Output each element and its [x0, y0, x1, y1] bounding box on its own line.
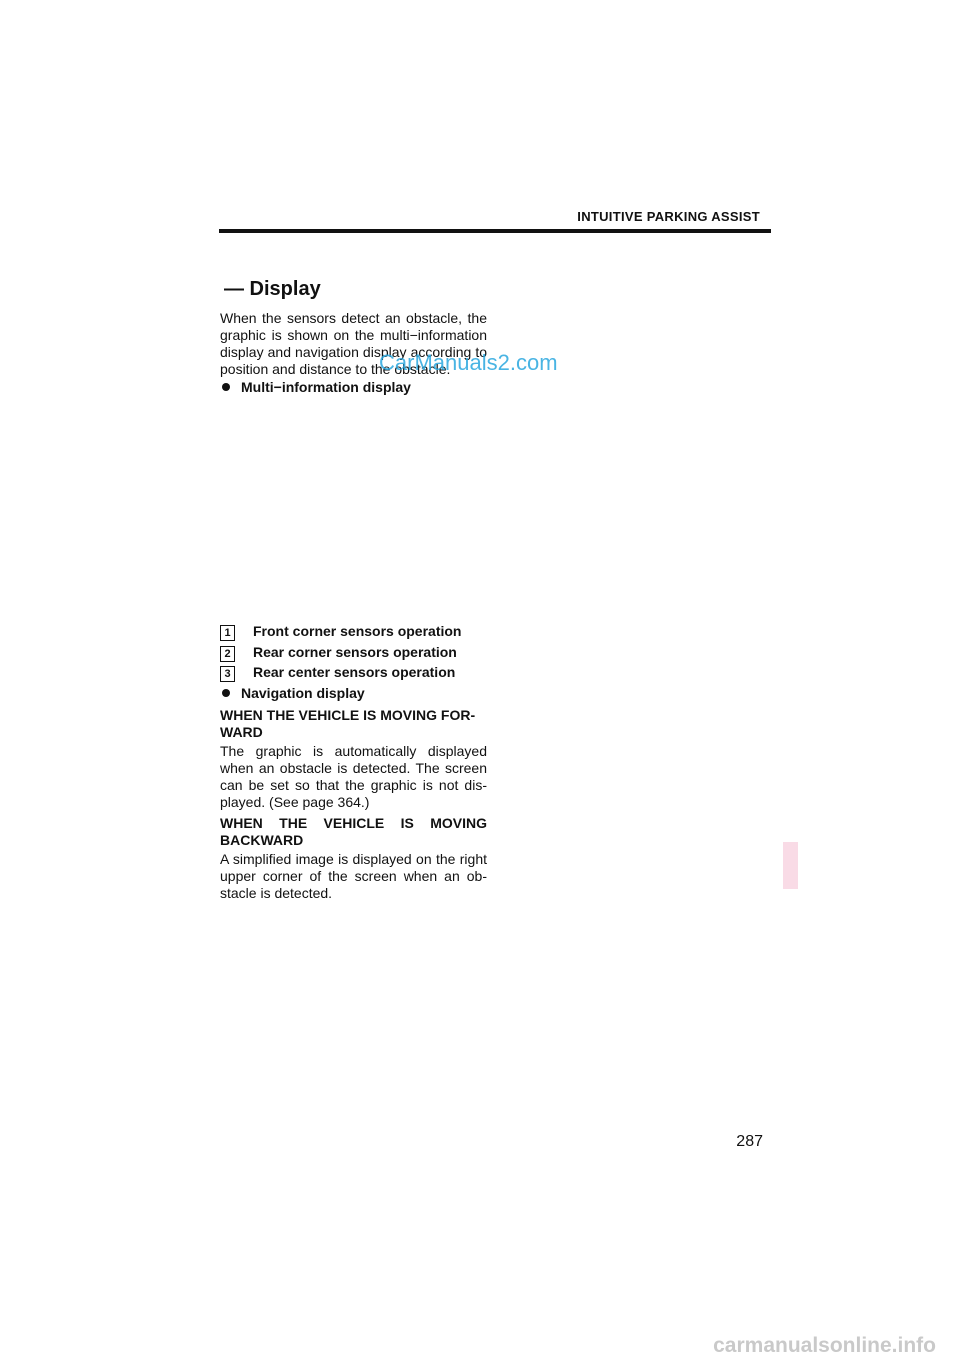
section-heading: — Display — [224, 278, 321, 300]
backward-heading-line1: WHEN THE VEHICLE IS MOVING — [220, 815, 487, 831]
backward-heading — [220, 815, 487, 849]
number-badge: 2 — [220, 646, 235, 662]
number-badge: 3 — [220, 666, 235, 682]
numbered-item-label: Rear center sensors operation — [253, 664, 456, 680]
number-badge: 1 — [220, 625, 235, 641]
bullet-dot-icon — [222, 689, 230, 697]
bullet-dot-icon — [222, 383, 230, 391]
bullet-label: Navigation display — [241, 685, 365, 701]
intro-paragraph: When the sensors detect an obstacle, the graphic is shown on the multi−information display and navigation display according to position and distance to the obstacle. — [220, 310, 487, 377]
forward-heading-line1: WHEN THE VEHICLE IS MOVING FOR- — [220, 707, 476, 723]
page-number: 287 — [736, 1133, 763, 1150]
numbered-item-1 — [220, 623, 461, 641]
numbered-item-label: Rear corner sensors operation — [253, 644, 457, 660]
backward-heading-line2: BACKWARD — [220, 832, 304, 848]
forward-paragraph: The graphic is automatically displayed when an obstacle is detected. The screen can be set so that the graphic is not dis- played. (See page 364.) — [220, 743, 487, 810]
forward-heading-line2: WARD — [220, 724, 263, 740]
header-rule — [219, 229, 771, 233]
bullet-navigation-display — [220, 685, 365, 702]
bullet-label: Multi−information display — [241, 379, 411, 395]
footer-site-link[interactable]: carmanualsonline.info — [713, 1334, 936, 1357]
bullet-multi-information-display — [220, 379, 411, 396]
watermark: CarManuals2.com — [379, 350, 558, 375]
numbered-item-label: Front corner sensors operation — [253, 623, 462, 639]
running-header: INTUITIVE PARKING ASSIST — [577, 209, 760, 224]
section-thumb-tab — [783, 842, 798, 889]
numbered-item-3 — [220, 664, 455, 682]
forward-paragraph-block — [220, 743, 487, 811]
numbered-item-2 — [220, 644, 457, 662]
forward-heading — [220, 707, 487, 741]
backward-paragraph: A simplified image is displayed on the right upper corner of the screen when an ob- stacle is detected. — [220, 851, 487, 901]
backward-paragraph-block — [220, 851, 487, 902]
